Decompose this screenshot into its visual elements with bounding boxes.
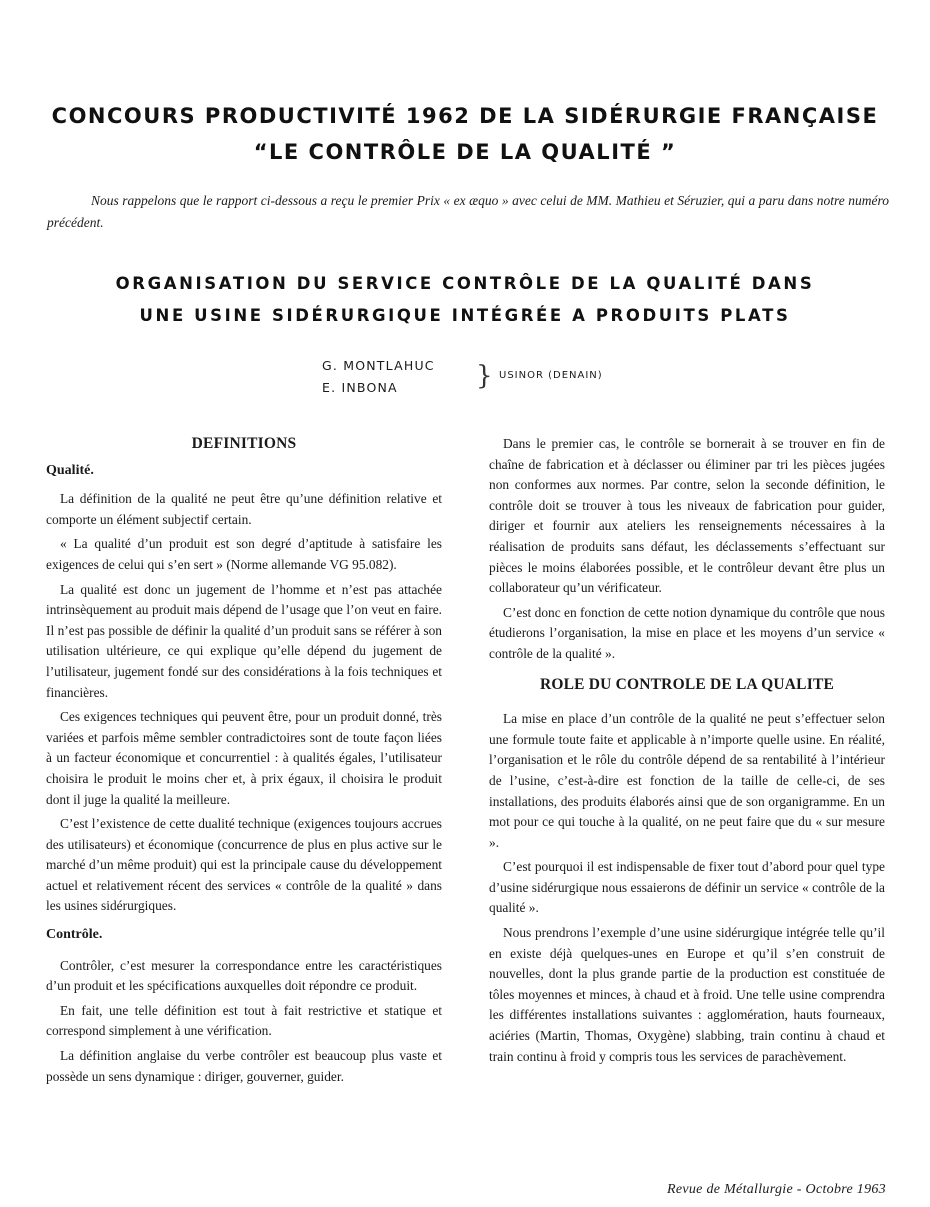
paragraph: « La qualité d’un produit est son degré d’aptitude à satisfaire les exigences de celui qui s’en sert » (Norme allemande VG 95.082). bbox=[46, 536, 442, 572]
subheading-controle: Contrôle. bbox=[46, 927, 103, 943]
subheading-qualite: Qualité. bbox=[46, 462, 94, 478]
paragraph: Ces exigences techniques qui peuvent être, pour un produit donné, très variées et parfois même sembler contradictoires sont de toute façon liées à un facteur économique et concurrentiel : à qualités égales, l’utilisateur choisira le produit le moins cher et, à prix égaux, il choisira le produit dont il juge la qualité la meilleure. bbox=[46, 709, 442, 807]
contest-title: CONCOURS PRODUCTIVITÉ 1962 DE LA SIDÉRURGIE FRANÇAISE bbox=[51, 104, 879, 128]
paragraph: La définition de la qualité ne peut être qu’une définition relative et comporte un élément subjectif certain. bbox=[46, 491, 442, 527]
section-heading-role: ROLE DU CONTROLE DE LA QUALITE bbox=[539, 675, 835, 693]
right-column bbox=[489, 434, 885, 1071]
paragraph: Contrôler, c’est mesurer la correspondance entre les caractéristiques d’un produit et les spécifications auxquelles doit répondre ce produit. bbox=[46, 957, 442, 994]
paragraph: Nous prendrons l’exemple d’une usine sidérurgique intégrée telle qu’il en existe déjà quelques-unes en Europe et qu’il s’en construit de nouvelles, dont la plus grande partie de la production est constituée de tôles moyennes et minces, à chaud et à froid. Une telle usine comprendra les différentes installations suivantes : agglomération, hauts fourneaux, aciéries (Martin, Thomas, Oxygène) slabbing, train continu à chaud et train continu à froid y compris tous les services de parachèvement. bbox=[489, 925, 885, 1064]
paragraph: La définition anglaise du verbe contrôler est beaucoup plus vaste et possède un sens dynamique : diriger, gouverner, guider. bbox=[46, 1048, 442, 1084]
paragraph: C’est pourquoi il est indispensable de fixer tout d’abord pour quel type d’usine sidérurgique nous essaierons de définir un service « contrôle de la qualité ». bbox=[489, 859, 885, 916]
left-column bbox=[46, 434, 442, 1091]
paragraph: Dans le premier cas, le contrôle se bornerait à se trouver en fin de chaîne de fabrication et à déclasser ou éliminer par tri les pièces jugées non conformes aux normes. Par contre, selon la seconde définition, le contrôle doit se trouver à tous les niveaux de fabrication pour guider, diriger et fournir aux ateliers les renseignements nécessaires à la réalisation de produits sans défaut, les déclassements s’effectuant sur pièces le moins élaborées possible, et le contrôleur devant être plus un collaborateur qu’un vérificateur. bbox=[489, 436, 885, 596]
author-name: E. INBONA bbox=[322, 380, 398, 395]
brace-glyph: } bbox=[476, 361, 493, 391]
section-heading-definitions: DEFINITIONS bbox=[191, 435, 297, 452]
author-name: G. MONTLAHUC bbox=[322, 358, 435, 373]
paragraph: C’est l’existence de cette dualité technique (exigences toujours accrues des utilisateurs) et économique (concurrence de plus en plus active sur le marché d’un même produit) qui est la principale cause du développement actuel et relativement récent des services « contrôle de la qualité » dans les usines sidérurgiques. bbox=[46, 816, 442, 914]
contest-subtitle: “LE CONTRÔLE DE LA QUALITÉ ” bbox=[253, 140, 677, 164]
paragraph: La qualité est donc un jugement de l’homme et n’est pas attachée intrinsèquement au produit mais dépend de l’usage que l’on veut en faire. Il n’est pas possible de définir la qualité d’un produit sans se référer à son utilisation ultérieure, ce qui explique qu’elle dépend du jugement de l’utilisateur, jugement fondé sur des considérations à la fois techniques et financières. bbox=[46, 581, 442, 700]
author-affiliation: USINOR (DENAIN) bbox=[499, 370, 603, 381]
paragraph: La mise en place d’un contrôle de la qualité ne peut s’effectuer selon une formule toute faite et applicable à n’importe quelle usine. En réalité, l’organisation et le rôle du contrôle dépend de sa rentabilité à l’intérieur de l’usine, c’est-à-dire est fonction de la taille de celle-ci, de ses installations, des produits élaborés ainsi que de son organigramme. En un mot pour ce qui touche à la qualité, on ne peut faire que du « sur mesure ». bbox=[489, 711, 885, 850]
article-title-line2: UNE USINE SIDÉRURGIQUE INTÉGRÉE A PRODUITS PLATS bbox=[139, 306, 791, 325]
author-block bbox=[322, 356, 642, 400]
article-title-line1: ORGANISATION DU SERVICE CONTRÔLE DE LA QUALITÉ DANS bbox=[115, 274, 815, 293]
paragraph: C’est donc en fonction de cette notion dynamique du contrôle que nous étudierons l’organisation, la mise en place et les moyens d’un service « contrôle de la qualité ». bbox=[489, 604, 885, 661]
journal-footer: Revue de Métallurgie - Octobre 1963 bbox=[666, 1182, 886, 1197]
paragraph: En fait, une telle définition est tout à fait restrictive et statique et correspond simplement à une vérification. bbox=[46, 1002, 442, 1039]
intro-note: Nous rappelons que le rapport ci-dessous a reçu le premier Prix « ex æquo » avec celui de MM. Mathieu et Séruzier, qui a paru dans notre numéro précédent. bbox=[47, 193, 889, 230]
